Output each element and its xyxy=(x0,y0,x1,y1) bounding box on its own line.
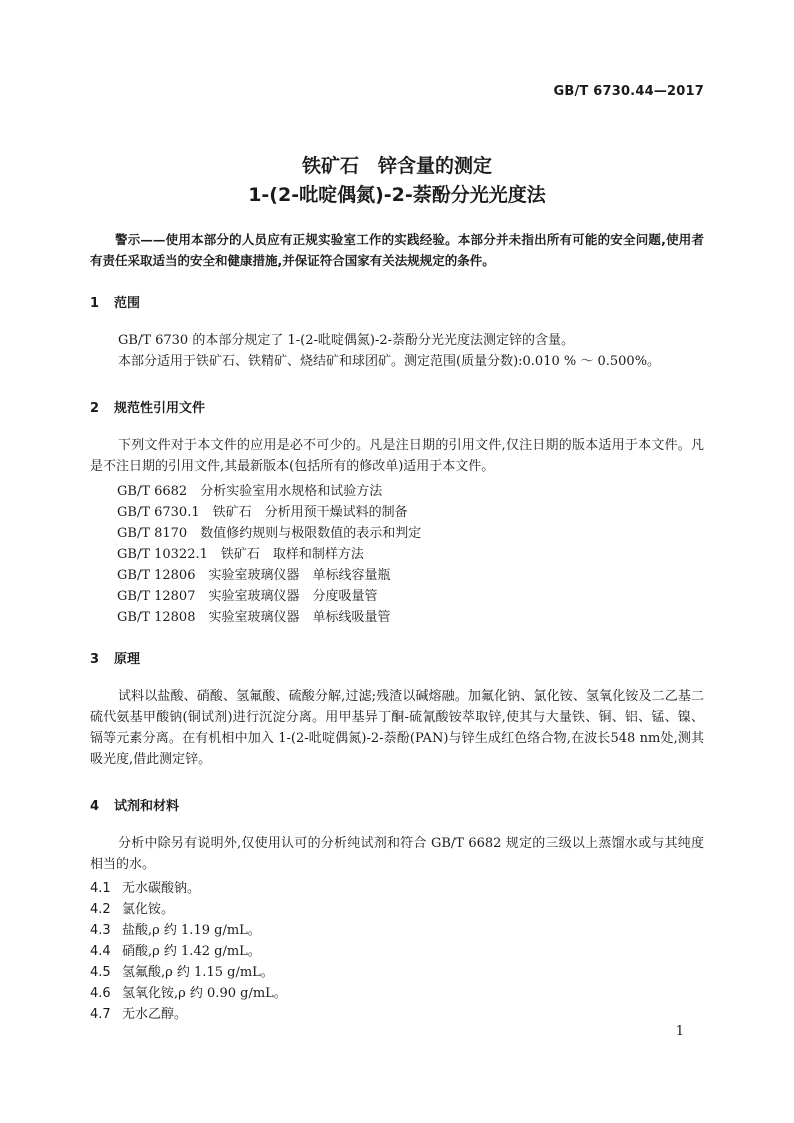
section-title: 范围 xyxy=(114,296,141,311)
reagent-text: 盐酸,ρ 约 1.19 g/mL。 xyxy=(122,923,261,938)
references-intro: 下列文件对于本文件的应用是必不可少的。凡是注日期的引用文件,仅注日期的版本适用于本文件。凡是不注日期的引用文件,其最新版本(包括所有的修改单)适用于本文件。 xyxy=(90,438,704,474)
section-number: 1 xyxy=(90,296,100,311)
section-number: 4 xyxy=(90,799,100,814)
reference-item: GB/T 10322.1 铁矿石 取样和制样方法 xyxy=(117,547,364,562)
reference-item: GB/T 12806 实验室玻璃仪器 单标线容量瓶 xyxy=(117,568,391,583)
scope-paragraph-1: GB/T 6730 的本部分规定了 1-(2-吡啶偶氮)-2-萘酚分光光度法测定锌的含量。 xyxy=(118,333,574,348)
safety-warning: 警示——使用本部分的人员应有正规实验室工作的实践经验。本部分并未指出所有可能的安全问题,使用者有责任采取适当的安全和健康措施,并保证符合国家有关法规规定的条件。 xyxy=(90,232,704,268)
reagent-item xyxy=(90,1003,187,1022)
section-title: 试剂和材料 xyxy=(114,799,180,814)
reagent-item xyxy=(90,961,274,980)
reagent-text: 无水碳酸钠。 xyxy=(122,881,201,896)
reference-item: GB/T 12808 实验室玻璃仪器 单标线吸量管 xyxy=(117,610,391,625)
reagent-item xyxy=(90,898,174,917)
section-title: 原理 xyxy=(114,652,141,667)
standard-number: GB/T 6730.44—2017 xyxy=(553,84,704,99)
section-heading-normative-references xyxy=(90,397,205,416)
reagent-number: 4.1 xyxy=(90,881,111,896)
scope-paragraph-2: 本部分适用于铁矿石、铁精矿、烧结矿和球团矿。测定范围(质量分数):0.010 % ～ 0.500%。 xyxy=(118,354,661,369)
reagent-text: 氯化铵。 xyxy=(122,902,175,917)
reagents-intro: 分析中除另有说明外,仅使用认可的分析纯试剂和符合 GB/T 6682 规定的三级以上蒸馏水或与其纯度相当的水。 xyxy=(90,836,704,872)
reagent-item xyxy=(90,919,261,938)
section-heading-principle xyxy=(90,648,140,667)
reagent-number: 4.5 xyxy=(90,965,111,980)
reagent-text: 硝酸,ρ 约 1.42 g/mL。 xyxy=(122,944,261,959)
reagent-number: 4.2 xyxy=(90,902,111,917)
section-title: 规范性引用文件 xyxy=(114,401,206,416)
reference-item: GB/T 8170 数值修约规则与极限数值的表示和判定 xyxy=(117,526,422,541)
reagent-number: 4.3 xyxy=(90,923,111,938)
reagent-number: 4.6 xyxy=(90,986,111,1001)
reagent-text: 氢氧化铵,ρ 约 0.90 g/mL。 xyxy=(122,986,287,1001)
reference-item: GB/T 6730.1 铁矿石 分析用预干燥试料的制备 xyxy=(117,505,408,520)
reference-item: GB/T 12807 实验室玻璃仪器 分度吸量管 xyxy=(117,589,378,604)
page-number: 1 xyxy=(675,1024,684,1039)
reagent-item xyxy=(90,940,261,959)
reference-item: GB/T 6682 分析实验室用水规格和试验方法 xyxy=(117,484,383,499)
section-number: 2 xyxy=(90,401,100,416)
section-heading-scope xyxy=(90,292,140,311)
principle-paragraph: 试料以盐酸、硝酸、氢氟酸、硫酸分解,过滤;残渣以碱熔融。加氟化钠、氯化铵、氢氧化铵及二乙基二硫代氨基甲酸钠(铜试剂)进行沉淀分离。用甲基异丁酮-硫氰酸铵萃取锌,使其与大量铁、铜、铝、锰、镍、镉等元素分离。在有机相中加入 1-(2-吡啶偶氮)-2-萘酚(PAN)与锌生成红色络合物,在波长548 nm处,测其吸光度,借此测定锌。 xyxy=(90,689,704,767)
document-title-line2: 1-(2-吡啶偶氮)-2-萘酚分光光度法 xyxy=(248,184,546,206)
reagent-text: 无水乙醇。 xyxy=(122,1007,188,1022)
reagent-item xyxy=(90,982,287,1001)
section-heading-reagents xyxy=(90,795,179,814)
section-number: 3 xyxy=(90,652,100,667)
document-title-line1: 铁矿石 锌含量的测定 xyxy=(301,155,492,177)
reagent-number: 4.4 xyxy=(90,944,111,959)
reagent-number: 4.7 xyxy=(90,1007,111,1022)
reagent-item xyxy=(90,877,200,896)
reagent-text: 氢氟酸,ρ 约 1.15 g/mL。 xyxy=(122,965,274,980)
